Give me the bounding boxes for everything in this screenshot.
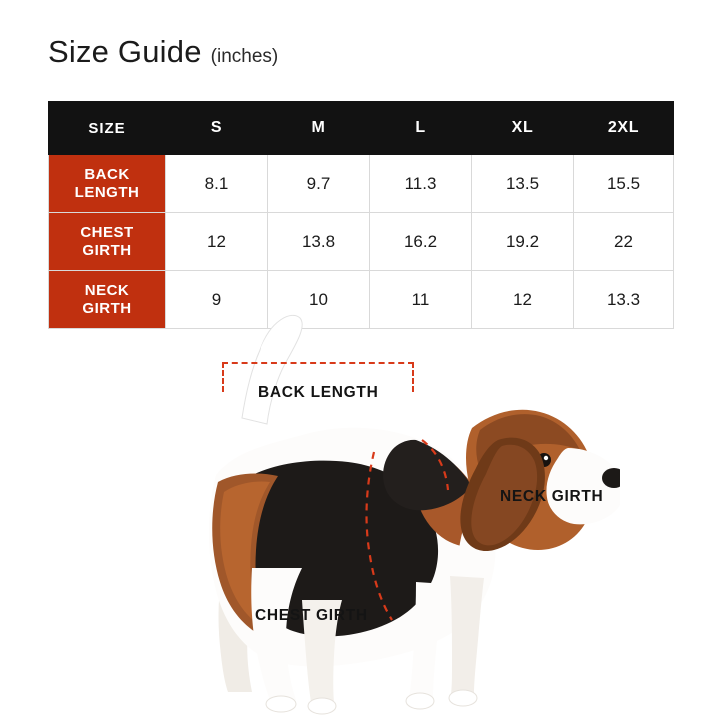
cell-back-length-m: 9.7: [268, 155, 370, 213]
cell-neck-girth-l: 11: [370, 271, 472, 329]
cell-back-length-xl: 13.5: [472, 155, 574, 213]
size-chart-table: [48, 101, 674, 329]
dog-paw-2: [308, 698, 336, 714]
dog-eye-glint: [544, 456, 548, 460]
row-header-line1: NECK: [84, 281, 130, 299]
cell-chest-girth-m: 13.8: [268, 213, 370, 271]
page-title: [48, 34, 278, 70]
cell-neck-girth-xl: 12: [472, 271, 574, 329]
column-header-xl: XL: [472, 102, 574, 155]
row-header-line2: LENGTH: [74, 183, 140, 201]
cell-chest-girth-xl: 19.2: [472, 213, 574, 271]
cell-back-length-s: 8.1: [166, 155, 268, 213]
table-header-row: [49, 102, 674, 155]
column-header-m: M: [268, 102, 370, 155]
row-header-line2: GIRTH: [82, 241, 132, 259]
cell-chest-girth-s: 12: [166, 213, 268, 271]
table-header: [49, 102, 674, 155]
cell-neck-girth-s: 9: [166, 271, 268, 329]
cell-back-length-l: 11.3: [370, 155, 472, 213]
annotation-chest-girth: CHEST GIRTH: [255, 607, 368, 624]
dog-paw-1: [266, 696, 296, 712]
measurement-illustration: [0, 300, 720, 720]
row-header-back-length: [49, 155, 166, 213]
dog-front-leg-far: [450, 576, 484, 694]
column-header-s: S: [166, 102, 268, 155]
table-row: [49, 213, 674, 271]
row-header-line2: GIRTH: [82, 299, 132, 317]
row-header-line1: CHEST: [80, 223, 134, 241]
page-title-text: Size Guide: [48, 34, 202, 69]
annotation-neck-girth: NECK GIRTH: [500, 488, 604, 505]
cell-back-length-2xl: 15.5: [574, 155, 674, 213]
dog-paw-3: [406, 693, 434, 709]
table-row: [49, 155, 674, 213]
column-header-l: L: [370, 102, 472, 155]
row-header-chest-girth: [49, 213, 166, 271]
page-title-unit: (inches): [210, 46, 279, 67]
cell-neck-girth-2xl: 13.3: [574, 271, 674, 329]
row-header-line1: BACK: [84, 165, 130, 183]
cell-chest-girth-2xl: 22: [574, 213, 674, 271]
annotation-back-length: BACK LENGTH: [258, 384, 379, 401]
dog-paw-4: [449, 690, 477, 706]
cell-neck-girth-m: 10: [268, 271, 370, 329]
cell-chest-girth-l: 16.2: [370, 213, 472, 271]
column-header-2xl: 2XL: [574, 102, 674, 155]
column-header-size: SIZE: [49, 102, 166, 155]
